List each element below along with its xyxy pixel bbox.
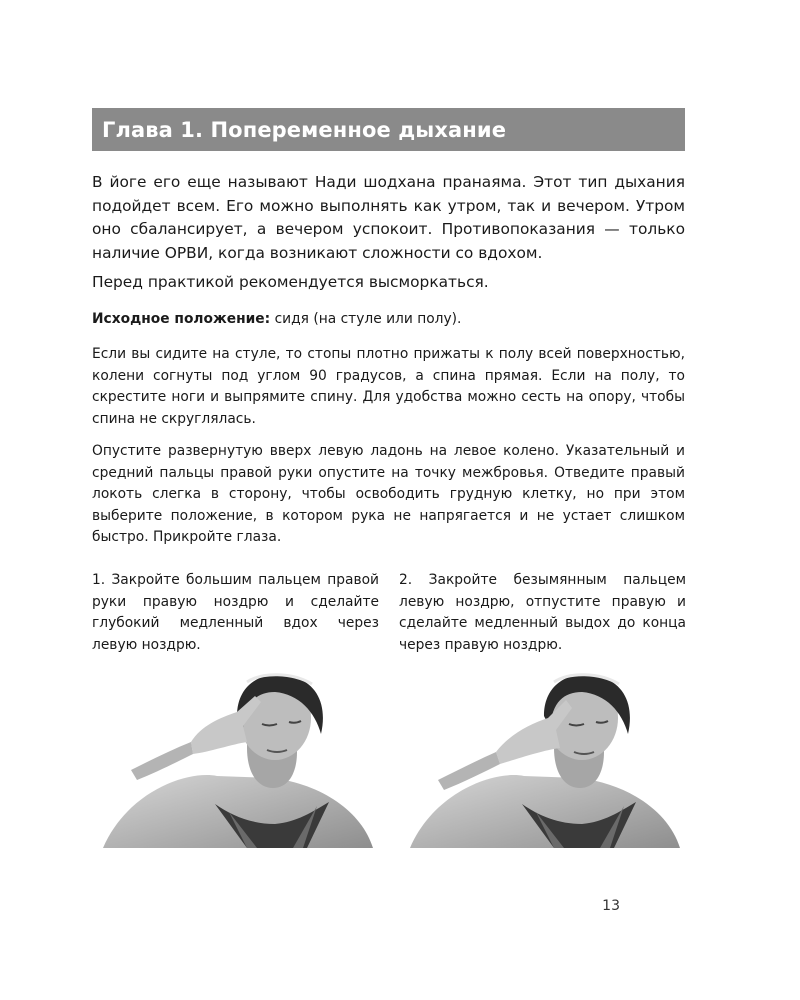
step-1-text: 1. Закройте большим пальцем правой руки правую ноздрю и сделайте глубокий медленный вдох через левую ноздрю.	[92, 572, 379, 653]
chapter-title: Глава 1. Попеременное дыхание	[102, 117, 507, 142]
step-2-photo	[404, 672, 694, 848]
hand-position-paragraph: Опустите развернутую вверх левую ладонь на левое колено. Указательный и средний пальцы правой руки опустите на точку межбровья. Отведите правый локоть слегка в сторону, чтобы освободить грудную клетку, но при этом выберите положение, в котором рука не напрягается и не устает слишком быстро. Прикройте глаза.	[92, 443, 685, 545]
step-2-text: 2. Закройте безымянным пальцем левую ноздрю, отпустите правую и сделайте медленный выдох до конца через правую ноздрю.	[399, 572, 686, 653]
sitting-instructions-paragraph: Если вы сидите на стуле, то стопы плотно прижаты к полу всей поверхностью, колени согнуты под углом 90 градусов, а спина прямая. Если на полу, то скрестите ноги и выпрямите спину. Для удобства можно сесть на опору, чтобы спина не скруглялась.	[92, 346, 685, 427]
start-position-paragraph	[92, 309, 685, 331]
chapter-heading-bar	[92, 108, 685, 151]
start-position-text: сидя (на стуле или полу).	[270, 311, 462, 327]
start-position-label: Исходное положение:	[92, 311, 271, 327]
blow-nose-paragraph: Перед практикой рекомендуется высморкаться.	[92, 273, 489, 291]
step-1-photo	[97, 672, 387, 848]
intro-paragraph: В йоге его еще называют Нади шодхана пранаяма. Этот тип дыхания подойдет всем. Его можно выполнять как утром, так и вечером. Утром оно сбалансирует, а вечером успокоит. Противопоказания — только наличие ОРВИ, когда возникают сложности со вдохом.	[92, 173, 685, 262]
page-number: 13	[602, 898, 620, 914]
